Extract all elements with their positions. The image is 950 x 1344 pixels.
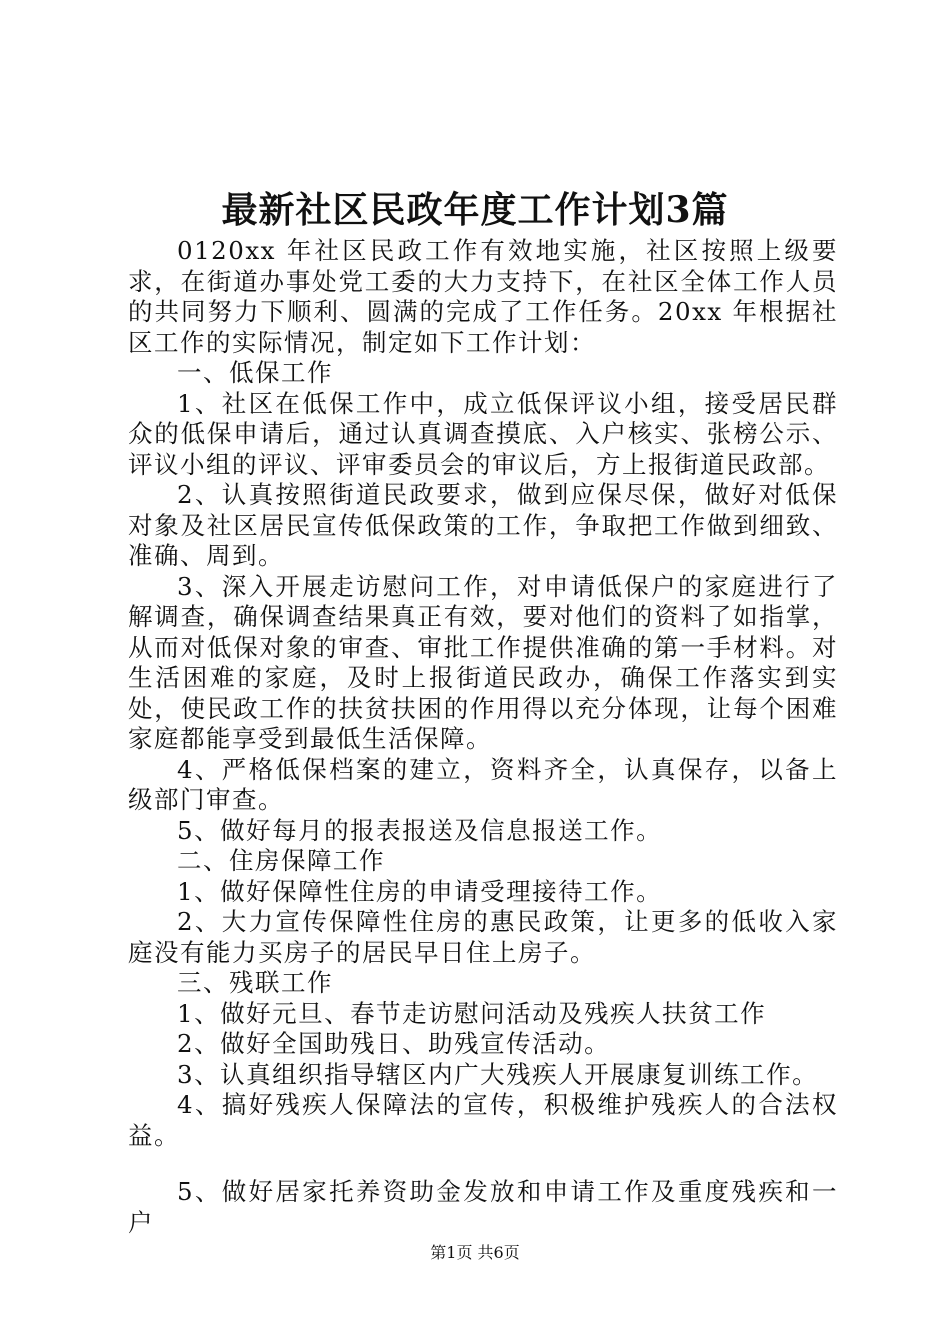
section-heading-disability: 三、残联工作 [177,968,333,997]
list-item: 2、做好全国助残日、助残宣传活动。 [177,1029,611,1058]
list-item: 1、做好保障性住房的申请受理接待工作。 [177,876,663,906]
list-item: 3、深入开展走访慰问工作，对申请低保户的家庭进行了解调查，确保调查结果真正有效，要对他们的资料了如指掌，从而对低保对象的审查、审批工作提供准确的第一手材料。对生活困难的家庭，及时上报街道民政办，确保工作落实到实处，使民政工作的扶贫扶困的作用得以充分体现，让每个困难家庭都能享受到最低生活保障。 [128,571,838,753]
list-item: 5、做好居家托养资助金发放和申请工作及重度残疾和一户 [128,1177,838,1237]
list-item: 3、认真组织指导辖区内广大残疾人开展康复训练工作。 [177,1059,819,1089]
document-body [128,236,838,1238]
list-item: 1、做好元旦、春节走访慰问活动及残疾人扶贫工作 [177,998,767,1028]
intro-paragraph: 0120xx 年社区民政工作有效地实施，社区按照上级要求，在街道办事处党工委的大力支持下，在社区全体工作人员的共同努力下顺利、圆满的完成了工作任务。20xx 年根据社区工作的实际情况，制定如下工作计划： [128,236,838,357]
list-item: 4、搞好残疾人保障法的宣传，积极维护残疾人的合法权益。 [128,1090,838,1150]
document-title: 最新社区民政年度工作计划3篇 [221,189,729,231]
list-item: 4、严格低保档案的建立，资料齐全，认真保存，以备上级部门审查。 [128,754,838,814]
list-item: 2、认真按照街道民政要求，做到应保尽保，做好对低保对象及社区居民宣传低保政策的工作，争取把工作做到细致、准确、周到。 [128,480,838,570]
section-heading-low-income: 一、低保工作 [177,358,333,387]
list-item: 1、社区在低保工作中，成立低保评议小组，接受居民群众的低保申请后，通过认真调查摸底、入户核实、张榜公示、评议小组的评议、评审委员会的审议后，方上报街道民政部。 [128,388,838,479]
section-heading-housing: 二、住房保障工作 [177,846,385,875]
list-item: 5、做好每月的报表报送及信息报送工作。 [177,815,663,845]
page-footer: 第1页 共6页 [430,1243,520,1262]
list-item: 2、大力宣传保障性住房的惠民政策，让更多的低收入家庭没有能力买房子的居民早日住上房子。 [128,907,838,967]
